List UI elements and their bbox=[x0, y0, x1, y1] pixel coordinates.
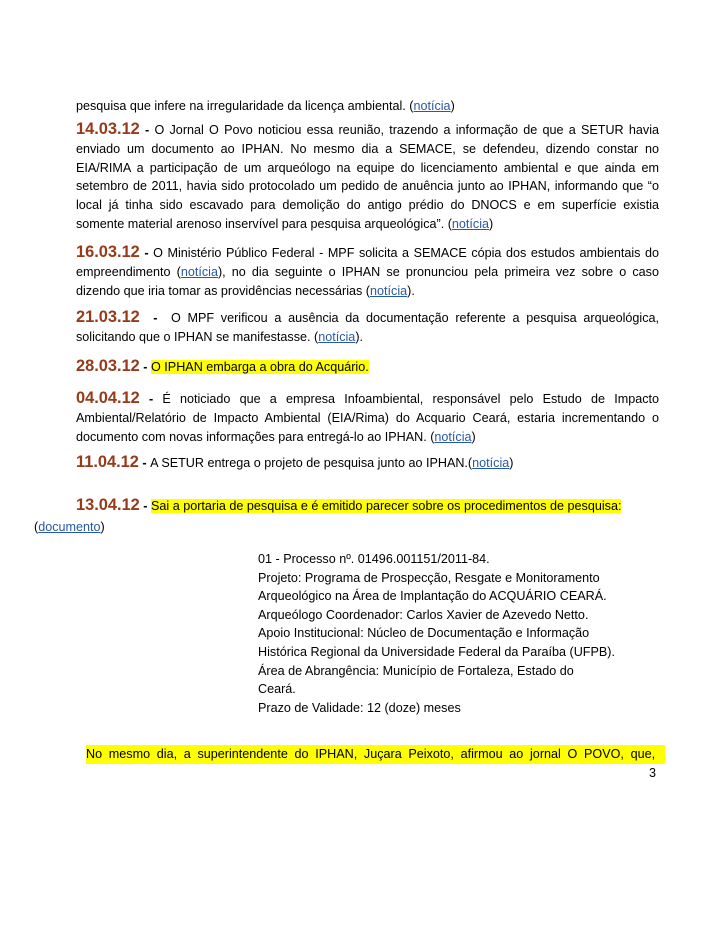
entry-sep: - bbox=[139, 499, 152, 513]
entry-sep: - bbox=[139, 123, 155, 137]
entry-sep: - bbox=[139, 311, 171, 325]
entry-sep: - bbox=[138, 456, 151, 470]
entry-tail: ) bbox=[471, 429, 476, 444]
entry-21-03-12 bbox=[76, 308, 659, 347]
entry-14-03-12 bbox=[76, 120, 659, 234]
entry-tail: ) bbox=[509, 456, 514, 470]
noticia-link[interactable]: notícia bbox=[434, 429, 472, 444]
entry-sep: - bbox=[139, 360, 152, 374]
entry-text: O Jornal O Povo noticiou essa reunião, trazendo a informação de que a SETUR havia enviado um documento ao IPHAN. No mesmo dia a SEMACE, se defendeu, dizendo constar no EIA/RIMA a participação de um arqueólogo na equipe do licenciamento ambiental e que ainda em setembro de 2011, havia sido protocolado um pedido de anuência junto ao IPHAN, informando que “o local já tinha sido escavado para demolição do antigo prédio do DNOCS e em superfície existia somente material arenoso inservível para pesquisa arqueológica”. ( bbox=[76, 123, 659, 231]
closing-paragraph: No mesmo dia, a superintendente do IPHAN, Juçara Peixoto, afirmou ao jornal O POVO, que, bbox=[86, 745, 665, 764]
highlighted-text: O IPHAN embarga a obra do Acquário. bbox=[151, 360, 369, 374]
doc-open: ( bbox=[34, 520, 39, 534]
noticia-link[interactable]: notícia bbox=[451, 216, 490, 231]
entry-text: É noticiado que a empresa Infoambiental, responsável pelo Estudo de Impacto Ambiental/Relatório de Impacto Ambiental (EIA/Rima) do Acquario Ceará, estaria incrementando o documento com novas informações para entregá-lo ao IPHAN. ( bbox=[76, 392, 660, 444]
project-line: Arqueológico na Área de Implantação do ACQUÁRIO CEARÁ. bbox=[258, 589, 607, 604]
noticia-link[interactable]: notícia bbox=[318, 329, 356, 344]
project-details bbox=[258, 550, 658, 717]
noticia-link[interactable]: notícia bbox=[180, 264, 218, 279]
page-number: 3 bbox=[649, 766, 657, 780]
entry-28-03-12 bbox=[76, 357, 659, 377]
entry-tail: ) bbox=[489, 216, 494, 231]
entry-date: 21.03.12 bbox=[76, 308, 140, 326]
entry-sep: - bbox=[139, 246, 154, 260]
entry-13-04-12 bbox=[76, 496, 659, 516]
entry-text: ), no dia seguinte o IPHAN se pronunciou pela primeira vez sobre o caso dizendo que iria tomar as providências necessárias ( bbox=[76, 264, 659, 298]
project-line: Ceará. bbox=[258, 682, 296, 697]
intro-text: pesquisa que infere na irregularidade da licença ambiental. ( bbox=[76, 98, 414, 113]
project-line: Área de Abrangência: Município de Fortaleza, Estado do bbox=[258, 663, 574, 678]
entry-tail: ). bbox=[407, 283, 415, 298]
entry-sep: - bbox=[139, 392, 163, 406]
project-line: Histórica Regional da Universidade Federal da Paraíba (UFPB). bbox=[258, 644, 615, 659]
documento-link[interactable]: documento bbox=[38, 520, 101, 534]
noticia-link[interactable]: notícia bbox=[472, 456, 510, 470]
entry-date: 28.03.12 bbox=[76, 357, 140, 375]
project-line: Prazo de Validade: 12 (doze) meses bbox=[258, 700, 461, 715]
project-line: Projeto: Programa de Prospecção, Resgate e Monitoramento bbox=[258, 570, 600, 585]
entry-11-04-12 bbox=[76, 453, 659, 473]
intro-close: ) bbox=[450, 98, 455, 113]
project-line: 01 - Processo nº. 01496.001151/2011-84. bbox=[258, 552, 490, 566]
entry-04-04-12 bbox=[76, 389, 659, 446]
noticia-link[interactable]: notícia bbox=[413, 98, 451, 113]
document-reference bbox=[34, 518, 105, 537]
noticia-link[interactable]: notícia bbox=[370, 283, 408, 298]
entry-text: A SETUR entrega o projeto de pesquisa junto ao IPHAN.( bbox=[150, 456, 473, 470]
entry-16-03-12 bbox=[76, 243, 659, 300]
doc-close: ) bbox=[100, 520, 105, 534]
highlighted-text: Sai a portaria de pesquisa e é emitido parecer sobre os procedimentos de pesquisa: bbox=[151, 499, 622, 513]
entry-date: 14.03.12 bbox=[76, 120, 140, 138]
intro-line bbox=[76, 97, 455, 116]
entry-tail: ). bbox=[355, 329, 364, 344]
project-line: Apoio Institucional: Núcleo de Documentação e Informação bbox=[258, 626, 590, 641]
entry-text: O Ministério Público Federal - MPF solicita a SEMACE cópia dos estudos ambientais do empreendimento ( bbox=[76, 246, 659, 279]
entry-date: 11.04.12 bbox=[76, 453, 139, 471]
project-line: Arqueólogo Coordenador: Carlos Xavier de Azevedo Netto. bbox=[258, 607, 589, 622]
entry-text: O MPF verificou a ausência da documentação referente a pesquisa arqueológica, solicitando que o IPHAN se manifestasse. ( bbox=[76, 311, 659, 344]
entry-date: 04.04.12 bbox=[76, 389, 140, 407]
entry-date: 13.04.12 bbox=[76, 496, 140, 514]
entry-date: 16.03.12 bbox=[76, 243, 140, 261]
